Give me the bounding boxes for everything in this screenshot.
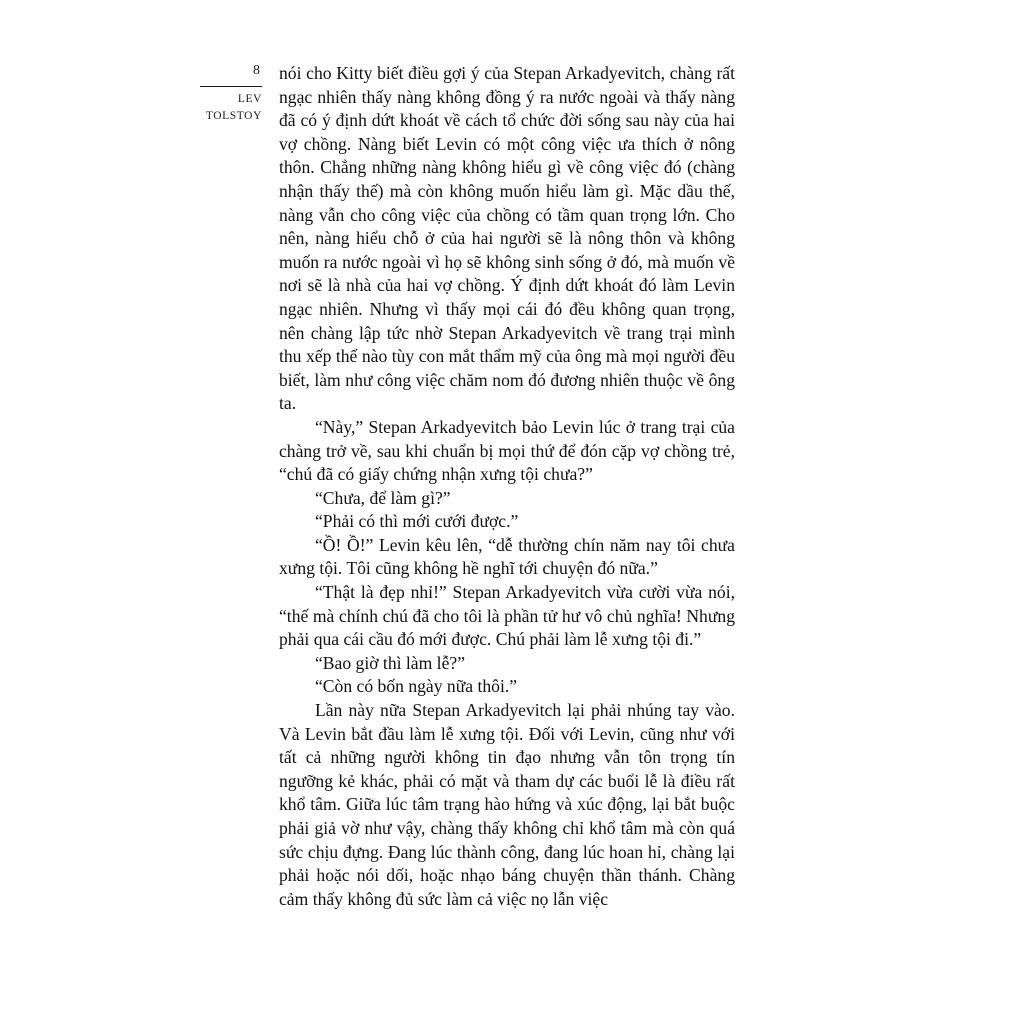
paragraph-7: “Bao giờ thì làm lễ?”: [315, 652, 466, 673]
paragraph-3: “Chưa, để làm gì?”: [315, 487, 451, 508]
header-rule: [200, 86, 262, 87]
author-name-line1: LEV: [237, 93, 262, 105]
paragraph-9: Lần này nữa Stepan Arkadyevitch lại phải nhúng tay vào. Và Levin bắt đầu làm lễ xưng tội. Đối với Levin, cũng như với tất cả những người không tin đạo nhưng vẫn tôn trọng tín ngưỡng kẻ khác, phải có mặt và tham dự các buổi lễ là điều rất khổ tâm. Giữa lúc tâm trạng hào hứng và xúc động, lại bắt buộc phải giả vờ như vậy, chàng thấy không chỉ khổ tâm mà còn quá sức chịu đựng. Đang lúc thành công, đang lúc hoan hỉ, chàng lại phải hoặc nói dối, hoặc nhạo báng chuyện thần thánh. Chàng cảm thấy không đủ sức làm cả việc nọ lẫn việc: [279, 700, 735, 909]
paragraph-1: nói cho Kitty biết điều gợi ý của Stepan Arkadyevitch, chàng rất ngạc nhiên thấy nàng không đồng ý ra nước ngoài và thấy nàng đã có ý định dứt khoát về cách tổ chức đời sống sau này của hai vợ chồng. Nàng biết Levin có một công việc ưa thích ở nông thôn. Chẳng những nàng không hiểu gì về công việc đó (chàng nhận thấy thế) mà còn không muốn hiểu làm gì. Mặc dầu thế, nàng vẫn cho công việc của chồng có tầm quan trọng lớn. Cho nên, nàng hiểu chỗ ở của hai người sẽ là nông thôn và không muốn ra nước ngoài vì họ sẽ không sinh sống ở đó, mà muốn về nơi sẽ là nhà của hai vợ chồng. Ý định dứt khoát đó làm Levin ngạc nhiên. Nhưng vì thấy mọi cái đó đều không quan trọng, nên chàng lập tức nhờ Stepan Arkadyevitch về trang trại mình thu xếp thế nào tùy con mắt thẩm mỹ của ông mà mọi người đều biết, làm như công việc chăm nom đó đương nhiên thuộc về ông ta.: [279, 63, 735, 414]
paragraph-2: “Này,” Stepan Arkadyevitch bảo Levin lúc ở trang trại của chàng trở về, sau khi chuẩn bị mọi thứ để đón cặp vợ chồng trẻ, “chú đã có giấy chứng nhận xưng tội chưa?”: [279, 416, 735, 485]
running-header: [196, 62, 262, 125]
page-number: 8: [253, 63, 260, 78]
paragraph-6: “Thật là đẹp nhỉ!” Stepan Arkadyevitch vừa cười vừa nói, “thế mà chính chú đã cho tôi là phần tử hư vô chủ nghĩa! Nhưng phải qua cái cầu đó mới được. Chú phải làm lễ xưng tội đi.”: [279, 582, 735, 650]
author-name-line2: TOLSTOY: [205, 110, 262, 122]
body-text: [279, 62, 735, 911]
paragraph-4: “Phải có thì mới cưới được.”: [315, 511, 519, 532]
paragraph-8: “Còn có bốn ngày nữa thôi.”: [315, 676, 518, 697]
paragraph-5: “Ồ! Ồ!” Levin kêu lên, “dễ thường chín năm nay tôi chưa xưng tội. Tôi cũng không hề nghĩ tới chuyện đó nữa.”: [279, 534, 735, 579]
